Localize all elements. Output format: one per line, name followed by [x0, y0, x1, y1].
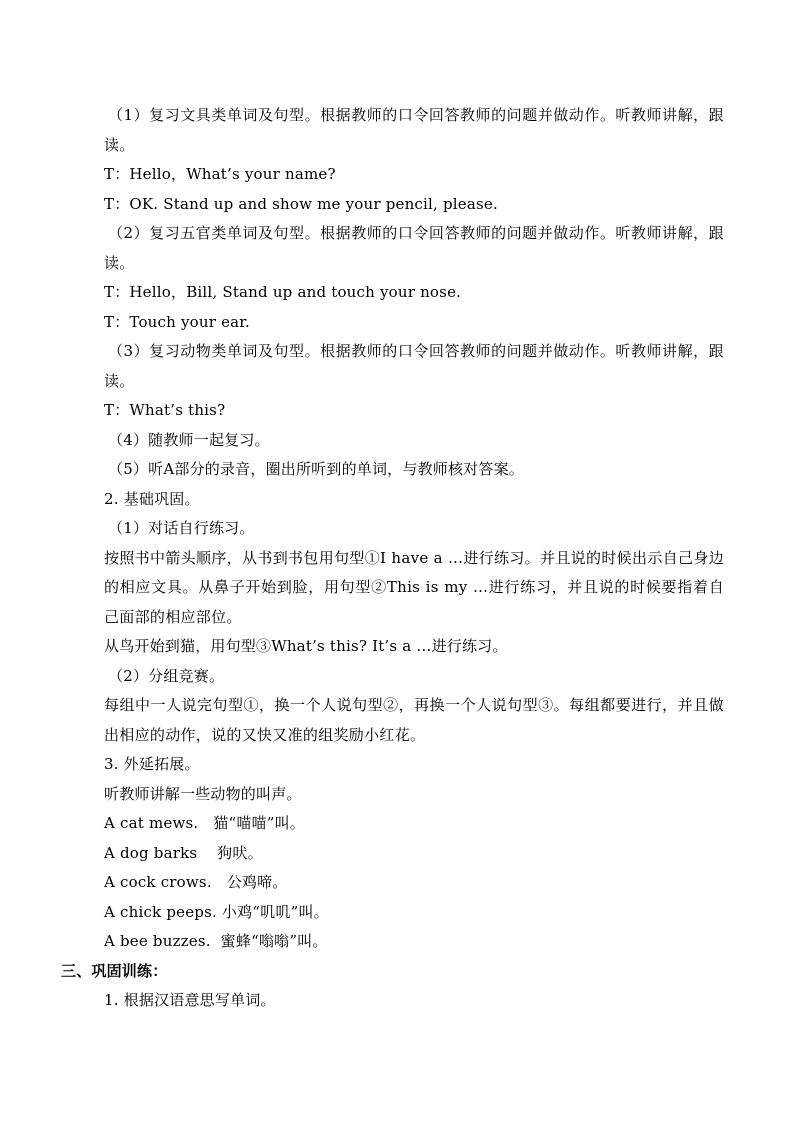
paragraph-practice-instructions: 按照书中箭头顺序，从书到书包用句型①I have a …进行练习。并且说的时候出示自己身边的相应文具。从鼻子开始到脸，用句型②This is my …进行练习，并且说的时候要指着自己面部的相应部位。	[104, 548, 724, 626]
section-heading: 2. 基础巩固。	[104, 489, 200, 508]
animal-sound-line: A chick peeps. 小鸡“叽叽”叫。	[104, 902, 329, 921]
dialogue-line: T：What’s this?	[104, 401, 226, 419]
paragraph-line: 从鸟开始到猫，用句型③What’s this? It’s a …进行练习。	[104, 637, 508, 655]
list-item: （2）分组竞赛。	[108, 666, 225, 685]
animal-sound-line: A bee buzzes. 蜜蜂“嗡嗡”叫。	[104, 932, 328, 950]
exercise-item: 1. 根据汉语意思写单词。	[104, 991, 276, 1009]
paragraph-review-animals: （3）复习动物类单词及句型。根据教师的口令回答教师的问题并做动作。听教师讲解，跟读。	[104, 342, 724, 390]
list-item: （4）随教师一起复习。	[108, 430, 270, 449]
animal-sound-line: A cock crows. 公鸡啼。	[104, 873, 288, 891]
section-title-consolidation: 三、巩固训练：	[61, 961, 168, 980]
dialogue-line: T：OK. Stand up and show me your pencil, please.	[104, 194, 498, 213]
animal-sound-line: A cat mews. 猫“喵喵”叫。	[104, 814, 305, 832]
list-item: （1）对话自行练习。	[108, 519, 255, 537]
section-heading: 3. 外延拓展。	[104, 755, 200, 773]
dialogue-line: T：Touch your ear.	[104, 312, 250, 331]
dialogue-line: T：Hello，What’s your name?	[104, 165, 336, 183]
dialogue-line: T：Hello，Bill, Stand up and touch your nose.	[104, 283, 462, 301]
paragraph-review-face: （2）复习五官类单词及句型。根据教师的口令回答教师的问题并做动作。听教师讲解，跟读。	[104, 224, 724, 272]
animal-sound-line: A dog barks 狗吠。	[104, 843, 263, 862]
paragraph-competition: 每组中一人说完句型①，换一个人说句型②，再换一个人说句型③。每组都要进行，并且做出相应的动作，说的又快又准的组奖励小红花。	[104, 696, 724, 744]
paragraph-review-stationery: （1）复习文具类单词及句型。根据教师的口令回答教师的问题并做动作。听教师讲解，跟读。	[104, 106, 724, 154]
paragraph-line: 听教师讲解一些动物的叫声。	[104, 784, 302, 803]
document-body	[61, 101, 724, 1016]
list-item: （5）听A部分的录音，圈出所听到的单词，与教师核对答案。	[108, 460, 524, 478]
